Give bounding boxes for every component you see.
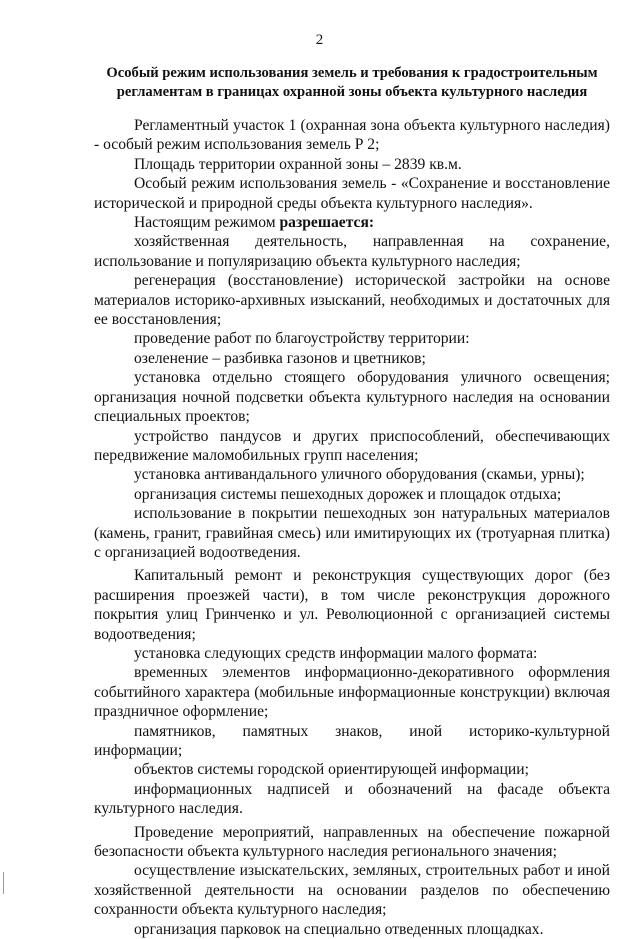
paragraph: Площадь территории охранной зоны – 2839 кв.м.	[134, 155, 462, 173]
list-item: организация парковок на специально отведенных площадках.	[134, 920, 544, 938]
list-item: информационных надписей и обозначений на фасаде объекта культурного наследия.	[94, 780, 610, 818]
permission-intro: Настоящим режимом	[134, 214, 276, 232]
list-item: временных элементов информационно-декоративного оформления событийного характера (мобильные информационные конструкции) включая праздничное оформление;	[94, 664, 610, 721]
list-item: проведение работ по благоустройству территории:	[134, 330, 470, 348]
document-body	[94, 116, 610, 939]
list-item: Капитальный ремонт и реконструкция существующих дорог (без расширения проезжей части), в том числе реконструкция дорожного покрытия улиц Гринченко и ул. Революционной с организацией системы водоотведения;	[94, 567, 610, 643]
list-item: установка отдельно стоящего оборудования уличного освещения; организация ночной подсветки объекта культурного наследия на основании специальных проектов;	[94, 369, 610, 426]
list-item: регенерация (восстановление) исторической застройки на основе материалов историко-архивных изысканий, необходимых и достаточных для ее восстановления;	[94, 272, 610, 329]
document-title: Особый режим использования земель и требования к градостроительным регламентам в границах охранной зоны объекта культурного наследия	[106, 65, 598, 100]
list-item: объектов системы городской ориентирующей информации;	[134, 761, 529, 779]
page-number: 2	[315, 32, 324, 48]
paragraph	[94, 213, 610, 232]
list-item: Проведение мероприятий, направленных на обеспечение пожарной безопасности объекта культурного наследия регионального значения;	[94, 823, 610, 861]
list-item: озеленение – разбивка газонов и цветников;	[134, 349, 426, 367]
paragraph: Особый режим использования земель - «Сохранение и восстановление исторической и природной среды объекта культурного наследия».	[94, 175, 610, 212]
list-item: памятников, памятных знаков, иной историко-культурной информации;	[94, 722, 610, 759]
list-item: осуществление изыскательских, земляных, строительных работ и иной хозяйственной деятельности на основании разделов по обеспечению сохранности объекта культурного наследия;	[94, 862, 610, 919]
list-item: устройство пандусов и других приспособлений, обеспечивающих передвижение маломобильных групп населения;	[94, 427, 610, 464]
list-item: установка антивандального уличного оборудования (скамьи, урны);	[134, 466, 585, 484]
list-item: организация системы пешеходных дорожек и площадок отдыха;	[134, 485, 562, 503]
scan-edge-mark	[3, 872, 4, 894]
list-item: установка следующих средств информации малого формата:	[134, 644, 538, 662]
list-item: использование в покрытии пешеходных зон натуральных материалов (камень, гранит, гравийная смесь) или имитирующих их (тротуарная плитка) с организацией водоотведения.	[94, 505, 610, 561]
paragraph: Регламентный участок 1 (охранная зона объекта культурного наследия) - особый режим использования земель Р 2;	[94, 117, 610, 154]
permission-keyword: разрешается:	[279, 214, 375, 232]
list-item: хозяйственная деятельность, направленная на сохранение, использование и популяризацию объекта культурного наследия;	[94, 233, 610, 270]
